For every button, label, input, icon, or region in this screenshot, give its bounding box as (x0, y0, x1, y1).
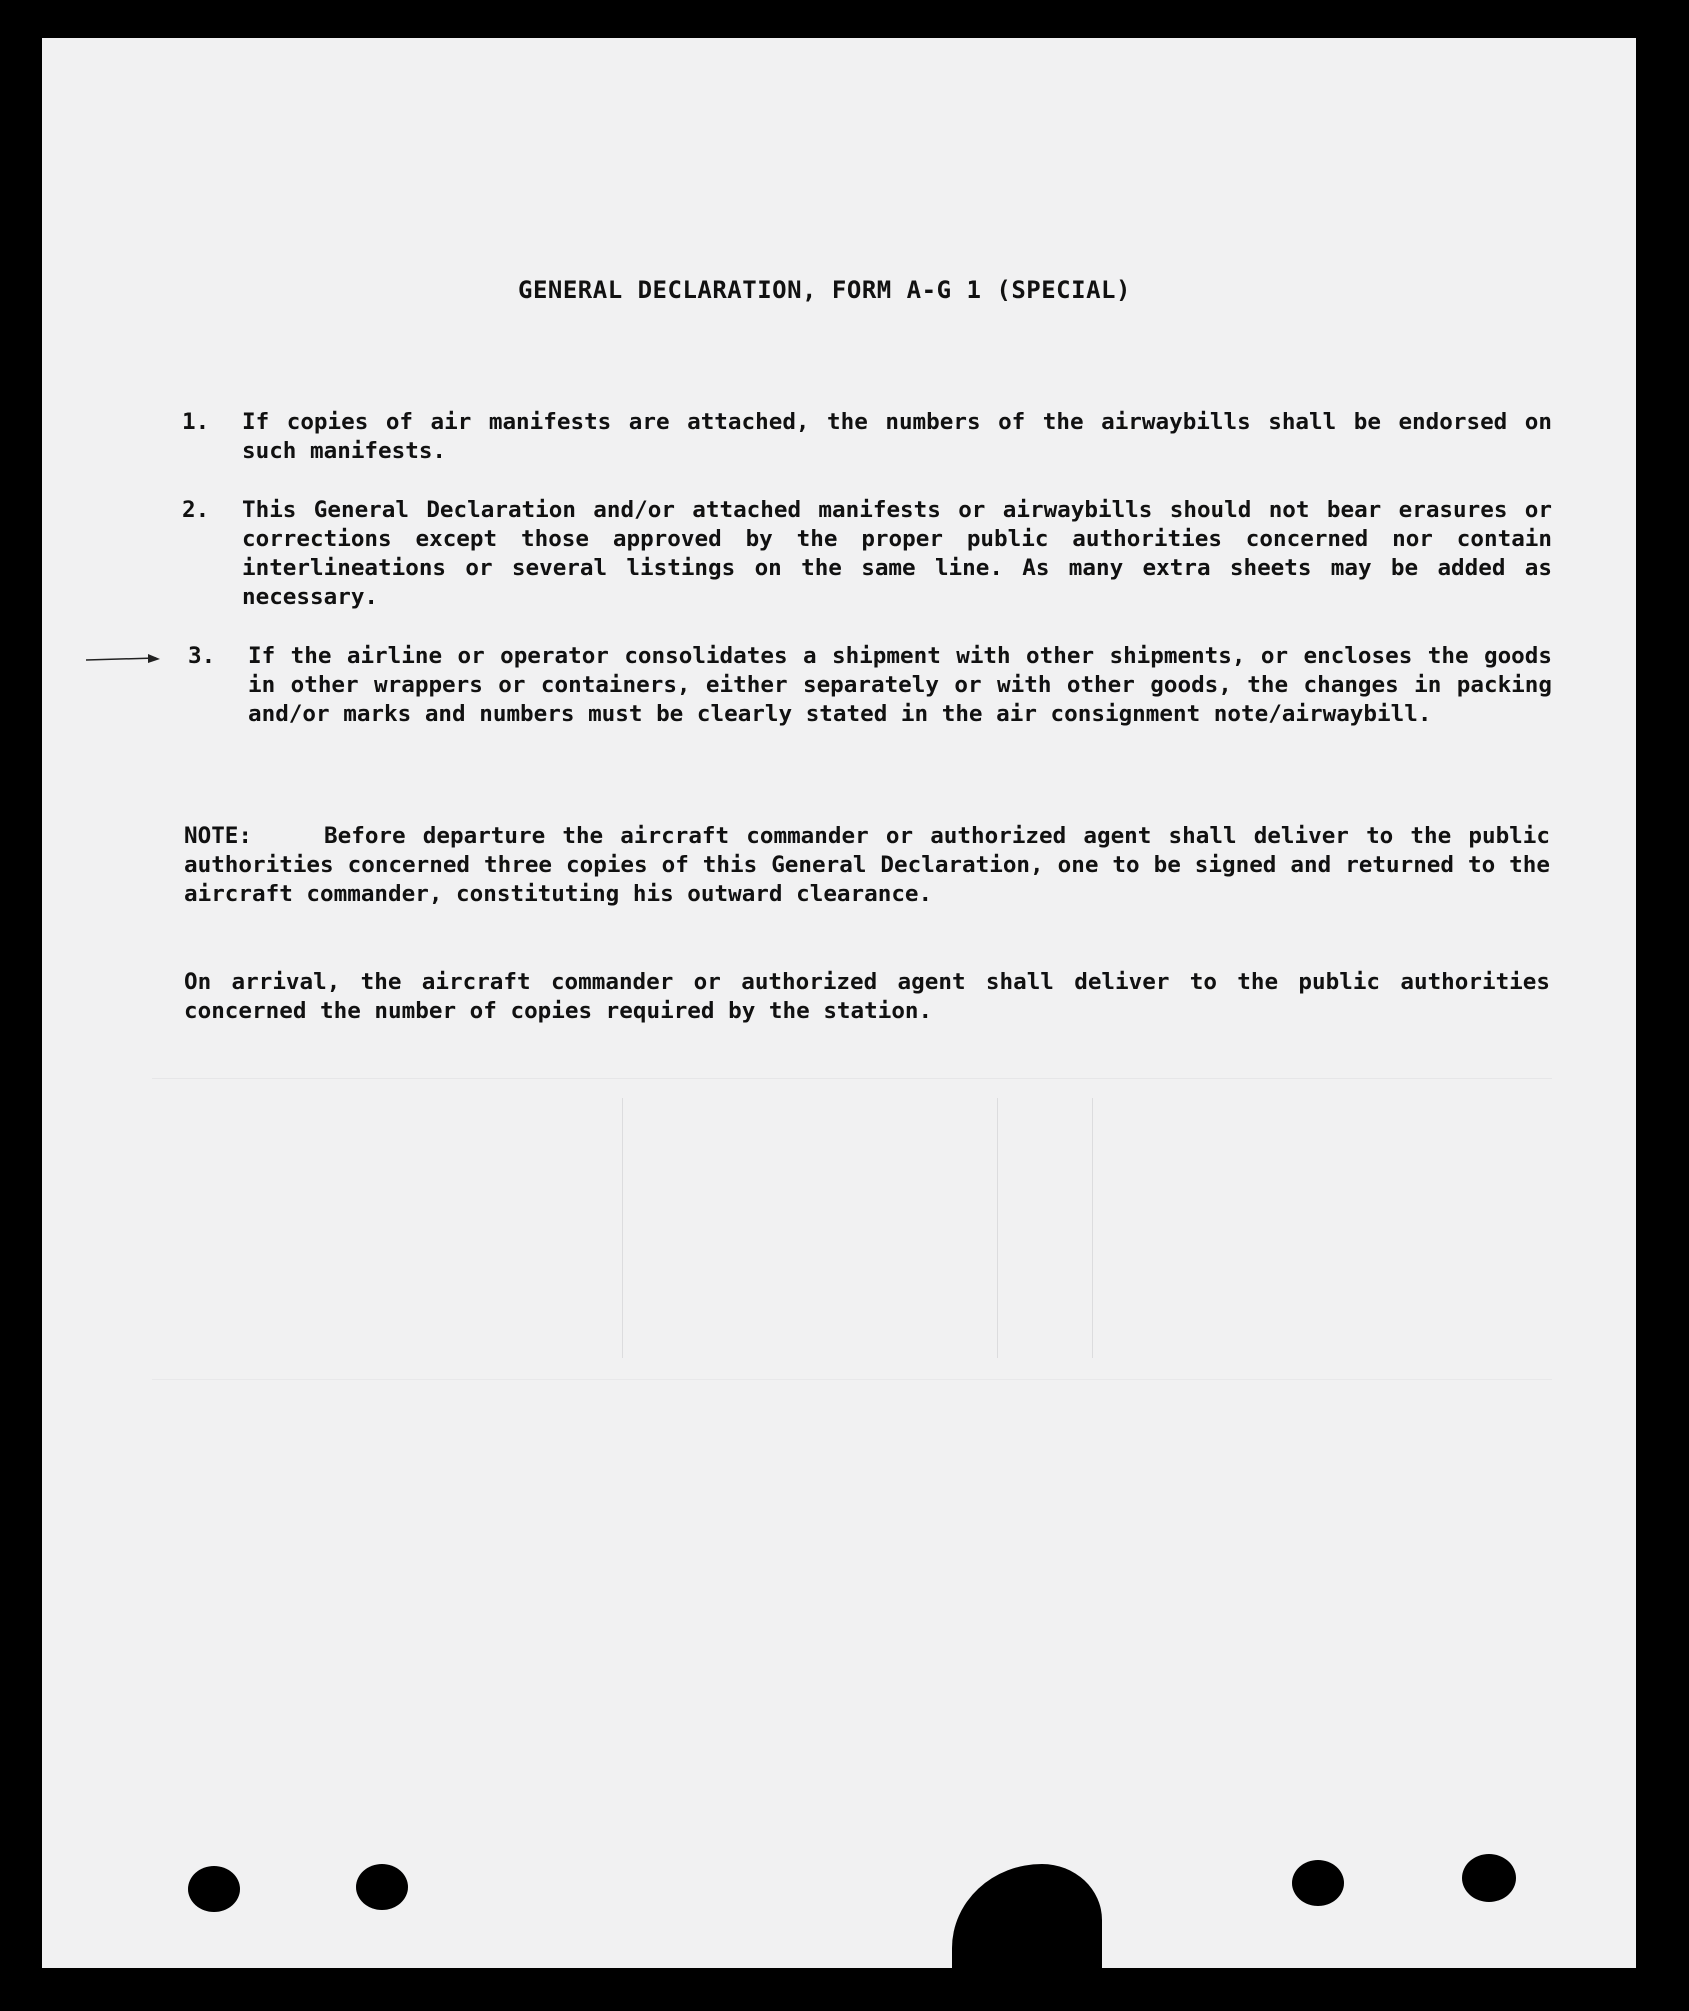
document-page (42, 38, 1636, 1968)
list-item-2 (182, 496, 1552, 612)
margin-arrow-mark (86, 652, 176, 666)
bleed-through-line (997, 1098, 998, 1358)
document-title: GENERAL DECLARATION, FORM A-G 1 (SPECIAL) (518, 276, 1131, 304)
arrival-paragraph: On arrival, the aircraft commander or authorized agent shall deliver to the public authorities concerned the number of copies required by the station. (184, 969, 1550, 1024)
item-number: 3. (188, 643, 216, 669)
punch-hole (356, 1864, 408, 1910)
bleed-through-line (1092, 1098, 1093, 1358)
item-number: 1. (182, 409, 210, 435)
torn-edge (952, 1864, 1102, 2004)
punch-hole (188, 1866, 240, 1912)
note-paragraph (184, 822, 1550, 909)
item-text: This General Declaration and/or attached manifests or airwaybills should not bear erasures or corrections except those approved by the proper public authorities concerned nor contain interlineations or several listings on the same line. As many extra sheets may be added as necessary. (242, 497, 1552, 610)
punch-hole (1292, 1860, 1344, 1906)
list-item-3 (182, 642, 1552, 729)
note-text: Before departure the aircraft commander or authorized agent shall deliver to the public authorities concerned three copies of this General Declaration, one to be signed and returned to the aircraft commander, constituting his outward clearance. (184, 823, 1550, 907)
note-label: NOTE: (184, 823, 253, 849)
item-text: If copies of air manifests are attached, the numbers of the airwaybills shall be endorsed on such manifests. (242, 409, 1552, 464)
item-number: 2. (182, 497, 210, 523)
list-item-1 (182, 408, 1552, 466)
item-text: If the airline or operator consolidates a shipment with other shipments, or encloses the goods in other wrappers or containers, either separately or with other goods, the changes in packing and/or marks and numbers must be clearly stated in the air consignment note/airwaybill. (248, 643, 1552, 727)
punch-hole (1462, 1854, 1516, 1902)
bleed-through-line (622, 1098, 623, 1358)
